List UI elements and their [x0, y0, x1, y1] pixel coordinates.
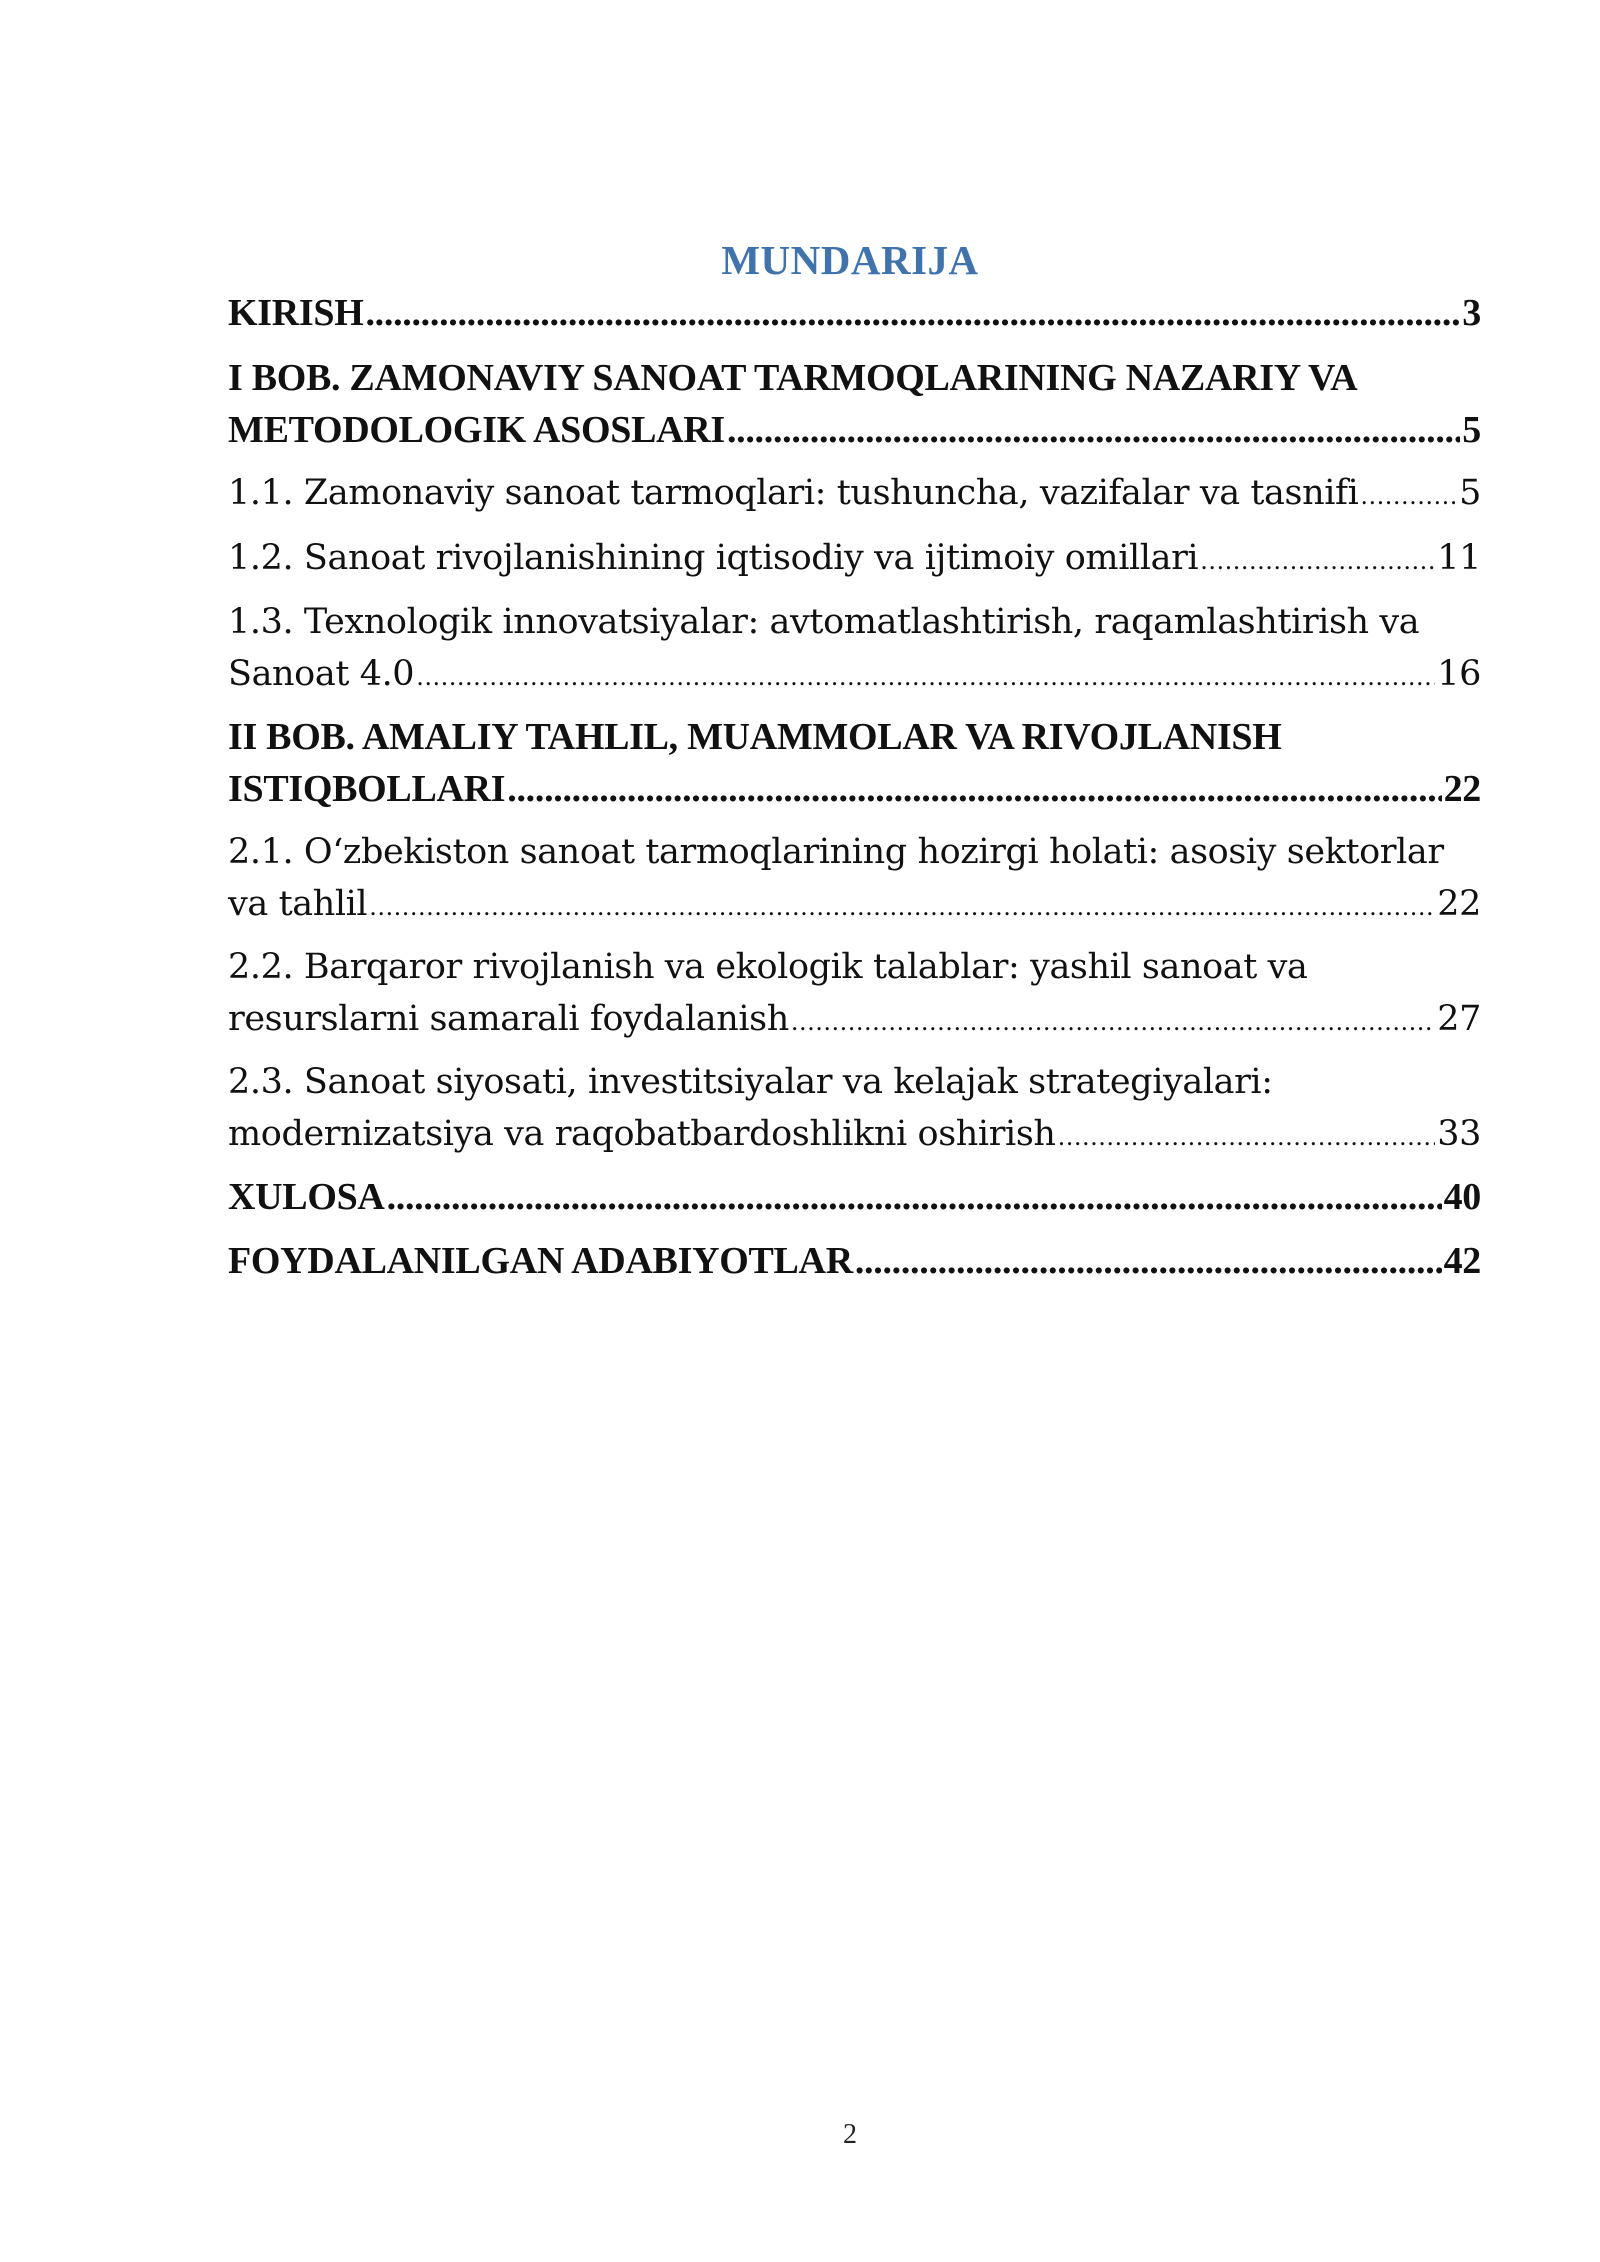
- toc-entry-title-line1: I BOB. ZAMONAVIY SANOAT TARMOQLARINING NAZARIY VA: [228, 357, 1358, 399]
- toc-entry-xulosa[interactable]: [228, 1171, 1481, 1223]
- toc-entry-title-line1: 1.3. Texnologik innovatsiyalar: avtomatlashtirish, raqamlashtirish va: [228, 602, 1420, 642]
- toc-entry-title: Sanoat 4.0: [228, 654, 415, 694]
- dot-leader: [365, 287, 1460, 339]
- toc-entry-title-line1: 2.1. O‘zbekiston sanoat tarmoqlarining hozirgi holati: asosiy sektorlar: [228, 832, 1444, 872]
- toc-entry-title: 1.2. Sanoat rivojlanishining iqtisodiy va ijtimoiy omillari: [228, 538, 1199, 578]
- toc-entry-references[interactable]: [228, 1235, 1481, 1287]
- toc-entry-section-2-2[interactable]: [228, 941, 1481, 1048]
- toc-page-number: 16: [1437, 654, 1481, 694]
- dot-leader: [387, 1171, 1442, 1223]
- toc-entry-chapter-2[interactable]: [228, 711, 1481, 815]
- toc-entry-title: va tahlil: [228, 884, 368, 924]
- toc-entry-title: ISTIQBOLLARI: [228, 768, 506, 810]
- toc-entry-title: METODOLOGIK ASOSLARI: [228, 409, 725, 451]
- toc-entry-title: 1.1. Zamonaviy sanoat tarmoqlari: tushuncha, vazifalar va tasnifi: [228, 473, 1359, 513]
- toc-page-number: 33: [1437, 1114, 1481, 1154]
- toc-entry-section-1-1[interactable]: [228, 467, 1481, 522]
- toc-page-number: 40: [1443, 1176, 1481, 1218]
- toc-entry-title: modernizatsiya va raqobatbardoshlikni oshirish: [228, 1114, 1056, 1154]
- toc-entry-title-line1: II BOB. AMALIY TAHLIL, MUAMMOLAR VA RIVOJLANISH: [228, 716, 1282, 758]
- toc-entry-title: resurslarni samarali foydalanish: [228, 999, 789, 1039]
- toc-entry-section-2-1[interactable]: [228, 826, 1481, 933]
- toc-entry-section-1-3[interactable]: [228, 596, 1481, 703]
- dot-leader: [507, 763, 1441, 815]
- toc-entry-title-line1: 2.3. Sanoat siyosati, investitsiyalar va kelajak strategiyalari:: [228, 1062, 1273, 1102]
- toc-page-number: 22: [1443, 768, 1481, 810]
- toc-entry-title: XULOSA: [228, 1176, 385, 1218]
- toc-page-number: 42: [1443, 1240, 1481, 1282]
- toc-page-number: 5: [1462, 409, 1481, 451]
- dot-leader: [791, 996, 1435, 1048]
- toc-entry-title: FOYDALANILGAN ADABIYOTLAR: [228, 1240, 853, 1282]
- toc-entry-title-line1: 2.2. Barqaror rivojlanish va ekologik talablar: yashil sanoat va: [228, 947, 1308, 987]
- toc-page-number: 3: [1462, 292, 1481, 334]
- toc-page-number: 27: [1437, 999, 1481, 1039]
- dot-leader: [1360, 470, 1457, 522]
- toc-page-number: 22: [1437, 884, 1481, 924]
- toc-entry-title: KIRISH: [228, 292, 364, 334]
- toc-title: MUNDARIJA: [721, 237, 979, 283]
- dot-leader: [727, 404, 1460, 456]
- dot-leader: [855, 1235, 1442, 1287]
- dot-leader: [1058, 1111, 1436, 1163]
- toc-page-number: 11: [1437, 538, 1481, 578]
- toc-entry-section-1-2[interactable]: [228, 532, 1481, 587]
- toc-entry-kirish[interactable]: [228, 287, 1481, 339]
- page-number: 2: [843, 2119, 857, 2150]
- dot-leader: [1200, 535, 1435, 587]
- dot-leader: [369, 881, 1435, 933]
- toc-entry-chapter-1[interactable]: [228, 352, 1481, 456]
- toc-page-number: 5: [1459, 473, 1481, 513]
- dot-leader: [416, 651, 1435, 703]
- toc-entry-section-2-3[interactable]: [228, 1056, 1481, 1163]
